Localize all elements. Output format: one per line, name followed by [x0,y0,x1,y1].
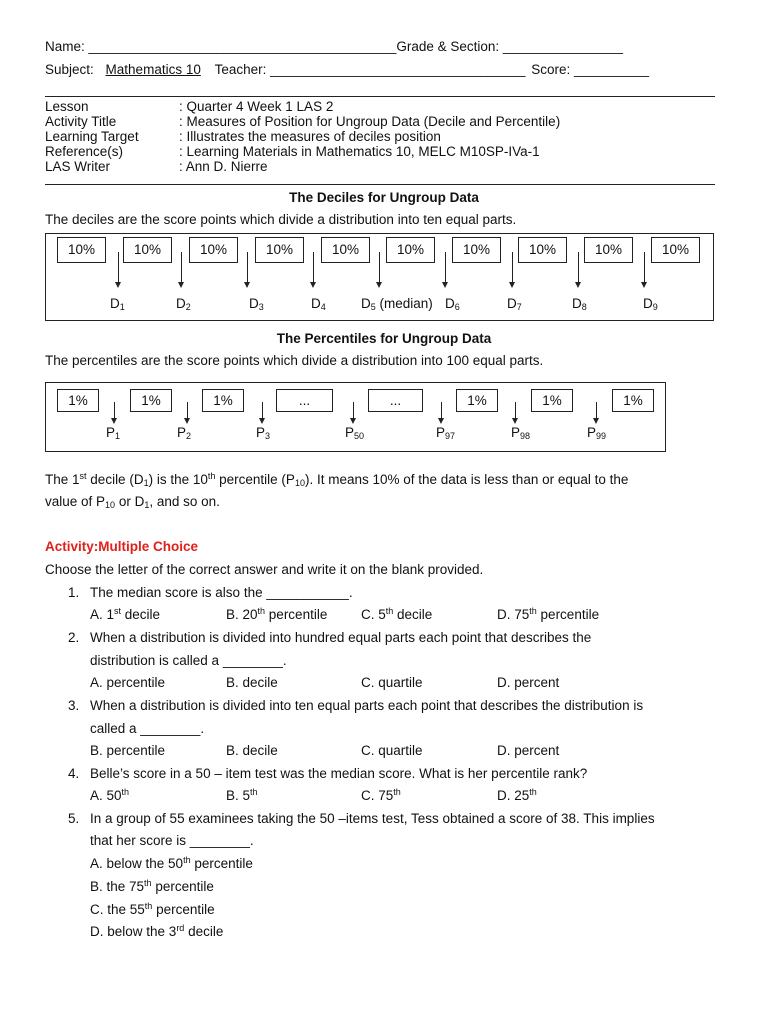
q5-choice-c[interactable] [90,902,215,917]
label-base: D [507,296,517,311]
percentile-box: 1% [612,389,654,412]
percentile-label [345,425,364,440]
explanation-sup: st [79,471,87,481]
decile-box: 10% [123,237,172,263]
arrow-stem [596,402,597,418]
q4-choice-b[interactable] [226,788,258,803]
q4-choice-d[interactable] [497,788,537,803]
percentile-box: 1% [456,389,498,412]
score-label: Score: [531,62,574,77]
percentile-label [587,425,606,440]
choice-sup: th [257,606,266,616]
choice-sup: th [144,878,152,888]
decile-box: 10% [386,237,435,263]
explanation-sub: 10 [105,500,116,510]
arrow-stem [445,252,446,282]
subject-label: Subject: [45,62,94,77]
label-base: P [106,425,116,440]
label-base: P [345,425,355,440]
decile-label [249,296,264,311]
arrow-head [350,418,356,424]
label-base: D [643,296,653,311]
arrow-stem [578,252,579,282]
choice-sup: th [385,606,394,616]
score-blank[interactable]: __________ [573,62,650,77]
choice-text: decile [393,607,433,622]
q5-choice-a[interactable] [90,856,253,871]
choice-sup: th [250,787,258,797]
arrow-stem [114,402,115,418]
arrow-head [512,418,518,424]
arrow-stem [644,252,645,282]
explanation-text: ). It means 10% of the data is less than or equal to the [304,472,629,487]
arrow-stem [118,252,119,282]
q1-choice-b[interactable] [226,607,327,622]
label-subscript: 8 [581,302,587,312]
explanation-sub: 1 [143,478,149,488]
label-subscript: 50 [354,431,365,441]
q5-choice-d[interactable] [90,924,223,939]
percentile-box: 1% [531,389,573,412]
arrow-stem [379,252,380,282]
teacher-blank[interactable]: __________________________________ [270,62,526,77]
label-subscript: 2 [185,302,191,312]
label-base: P [177,425,187,440]
percentile-label [106,425,120,440]
choice-sup: th [144,901,153,911]
arrow-stem [515,402,516,418]
choice-text: B. the 75 [90,879,145,894]
label-subscript: 97 [445,431,456,441]
deciles-intro: The deciles are the score points which divide a distribution into ten equal parts. [45,212,517,227]
question-1-text: The median score is also the ___________. [90,585,353,600]
explanation-sup: th [207,471,216,481]
percentile-box: 1% [57,389,99,412]
teacher-label: Teacher: [214,62,271,77]
label-base: D [445,296,455,311]
arrow-head [438,418,444,424]
q3-choice-d[interactable]: D. percent [497,743,560,758]
info-value-learning-target: : Illustrates the measures of deciles position [179,129,441,144]
question-2-line-2: distribution is called a ________. [90,653,287,668]
choice-text: A. 50 [90,788,122,803]
question-3-number: 3. [68,698,80,713]
choice-text: percentile [190,856,253,871]
info-value-references: : Learning Materials in Mathematics 10, MELC M10SP-IVa-1 [179,144,540,159]
explanation-text: ) is the 10 [148,472,208,487]
decile-label [445,296,460,311]
choice-text: C. 75 [361,788,394,803]
percentile-box: ... [276,389,333,412]
label-base: D [249,296,259,311]
decile-box: 10% [518,237,567,263]
choice-text: decile [184,924,224,939]
choice-sup: st [114,606,122,616]
info-value-las-writer: : Ann D. Nierre [179,159,268,174]
label-base: P [436,425,446,440]
q2-choice-b[interactable]: B. decile [226,675,278,690]
q1-choice-a[interactable] [90,607,160,622]
percentile-box: 1% [130,389,172,412]
arrow-head [259,418,265,424]
label-base: D [110,296,120,311]
percentile-box: ... [368,389,423,412]
question-5-line-2: that her score is ________. [90,833,254,848]
decile-label [311,296,326,311]
explanation-text: , and so on. [149,494,220,509]
deciles-heading: The Deciles for Ungroup Data [289,190,479,205]
label-subscript: 1 [119,302,125,312]
subject-line [45,62,649,77]
label-subscript: 7 [516,302,522,312]
label-base: D [311,296,321,311]
explanation-line-2 [45,494,220,509]
explanation-line-1 [45,472,628,487]
arrow-stem [441,402,442,418]
arrow-head [442,282,448,288]
header-divider [45,96,715,97]
choice-sup: th [393,787,401,797]
choice-text: decile [121,607,161,622]
percentile-box: 1% [202,389,244,412]
choice-text: percentile [265,607,328,622]
activity-title: Activity:Multiple Choice [45,539,199,554]
choice-text: D. 25 [497,788,530,803]
explanation-sub: 10 [294,478,305,488]
name-blank[interactable]: _________________________________________ [88,39,397,54]
question-2-line-1: When a distribution is divided into hundred equal parts each point that describes the [90,630,592,645]
question-1-number: 1. [68,585,80,600]
label-base: P [587,425,597,440]
arrow-stem [313,252,314,282]
question-3-line-1: When a distribution is divided into ten equal parts each point that describes the distribution is [90,698,644,713]
info-key-lesson: Lesson [45,99,89,114]
decile-box: 10% [584,237,633,263]
label-subscript: 4 [320,302,326,312]
percentiles-heading: The Percentiles for Ungroup Data [276,331,492,346]
arrow-stem [187,402,188,418]
arrow-head [244,282,250,288]
decile-label [361,296,437,311]
label-subscript: 6 [454,302,460,312]
decile-box: 10% [321,237,370,263]
label-subscript: 9 [652,302,658,312]
choice-text: percentile [536,607,600,622]
q3-choice-b[interactable]: B. decile [226,743,278,758]
question-5-number: 5. [68,811,80,826]
label-base: D [361,296,371,311]
explanation-text: The 1 [45,472,80,487]
percentiles-intro: The percentiles are the score points which divide a distribution into 100 equal parts. [45,353,544,368]
choice-text: C. the 55 [90,902,145,917]
explanation-text: percentile (P [215,472,295,487]
arrow-head [641,282,647,288]
decile-label [572,296,587,311]
decile-box: 10% [255,237,304,263]
activity-instruction: Choose the letter of the correct answer and write it on the blank provided. [45,562,484,577]
question-5-line-1: In a group of 55 examinees taking the 50 –items test, Tess obtained a score of 38. This implies [90,811,655,826]
grade-label: Grade & Section: [396,39,503,54]
q4-choice-c[interactable] [361,788,401,803]
choice-text: percentile [151,879,214,894]
choice-text: D. 75 [497,607,530,622]
decile-box: 10% [189,237,238,263]
arrow-stem [512,252,513,282]
question-4-text: Belle’s score in a 50 – item test was the median score. What is her percentile rank? [90,766,588,781]
arrow-head [178,282,184,288]
q5-choice-b[interactable] [90,879,214,894]
q2-choice-c[interactable]: C. quartile [361,675,423,690]
label-subscript: 5 [370,302,376,312]
info-value-activity-title: : Measures of Position for Ungroup Data (Decile and Percentile) [179,114,561,129]
arrow-head [376,282,382,288]
choice-text: A. below the 50 [90,856,184,871]
arrow-head [509,282,515,288]
decile-box: 10% [57,237,106,263]
explanation-text: value of P [45,494,106,509]
percentile-label [177,425,191,440]
question-4-number: 4. [68,766,80,781]
decile-label [176,296,191,311]
arrow-stem [247,252,248,282]
label-base: P [256,425,266,440]
explanation-text: decile (D [86,472,144,487]
choice-text: B. 20 [226,607,258,622]
choice-sup: th [121,787,130,797]
choice-text: percentile [152,902,215,917]
decile-label [110,296,125,311]
info-value-lesson: : Quarter 4 Week 1 LAS 2 [179,99,334,114]
info-key-references: Reference(s) [45,144,124,159]
explanation-text: or D [115,494,145,509]
label-base: P [511,425,521,440]
arrow-head [111,418,117,424]
arrow-head [184,418,190,424]
name-label: Name: [45,39,89,54]
choice-text: C. 5 [361,607,386,622]
choice-sup: rd [176,923,185,933]
info-key-las-writer: LAS Writer [45,159,111,174]
decile-label [643,296,658,311]
percentile-label [511,425,530,440]
percentile-label [436,425,455,440]
q4-choice-a[interactable] [90,788,129,803]
choice-text: D. below the 3 [90,924,177,939]
name-line [45,39,623,54]
q3-choice-a[interactable]: B. percentile [90,743,166,758]
choice-sup: th [183,855,191,865]
q2-choice-a[interactable]: A. percentile [90,675,166,690]
arrow-stem [262,402,263,418]
label-base: D [176,296,186,311]
arrow-head [593,418,599,424]
info-key-activity-title: Activity Title [45,114,117,129]
choice-sup: th [529,606,537,616]
info-key-learning-target: Learning Target [45,129,139,144]
label-subscript: 98 [520,431,531,441]
arrow-head [575,282,581,288]
question-3-line-2: called a ________. [90,721,205,736]
decile-box: 10% [651,237,700,263]
label-suffix: (median) [375,296,437,311]
info-divider [45,184,715,185]
explanation-sub: 1 [144,500,150,510]
q3-choice-c[interactable]: C. quartile [361,743,423,758]
choice-sup: th [529,787,537,797]
grade-blank[interactable]: ________________ [502,39,624,54]
label-subscript: 2 [186,431,192,441]
choice-text: A. 1 [90,607,115,622]
choice-text: B. 5 [226,788,251,803]
question-2-number: 2. [68,630,80,645]
label-subscript: 3 [265,431,271,441]
label-subscript: 99 [596,431,607,441]
decile-label [507,296,522,311]
arrow-head [115,282,121,288]
subject-value: Mathematics 10 [105,62,201,77]
label-base: D [572,296,582,311]
percentile-label [256,425,270,440]
arrow-head [310,282,316,288]
decile-box: 10% [452,237,501,263]
q2-choice-d[interactable]: D. percent [497,675,560,690]
q1-choice-c[interactable] [361,607,432,622]
label-subscript: 3 [258,302,264,312]
label-subscript: 1 [115,431,121,441]
q1-choice-d[interactable] [497,607,599,622]
arrow-stem [181,252,182,282]
arrow-stem [353,402,354,418]
